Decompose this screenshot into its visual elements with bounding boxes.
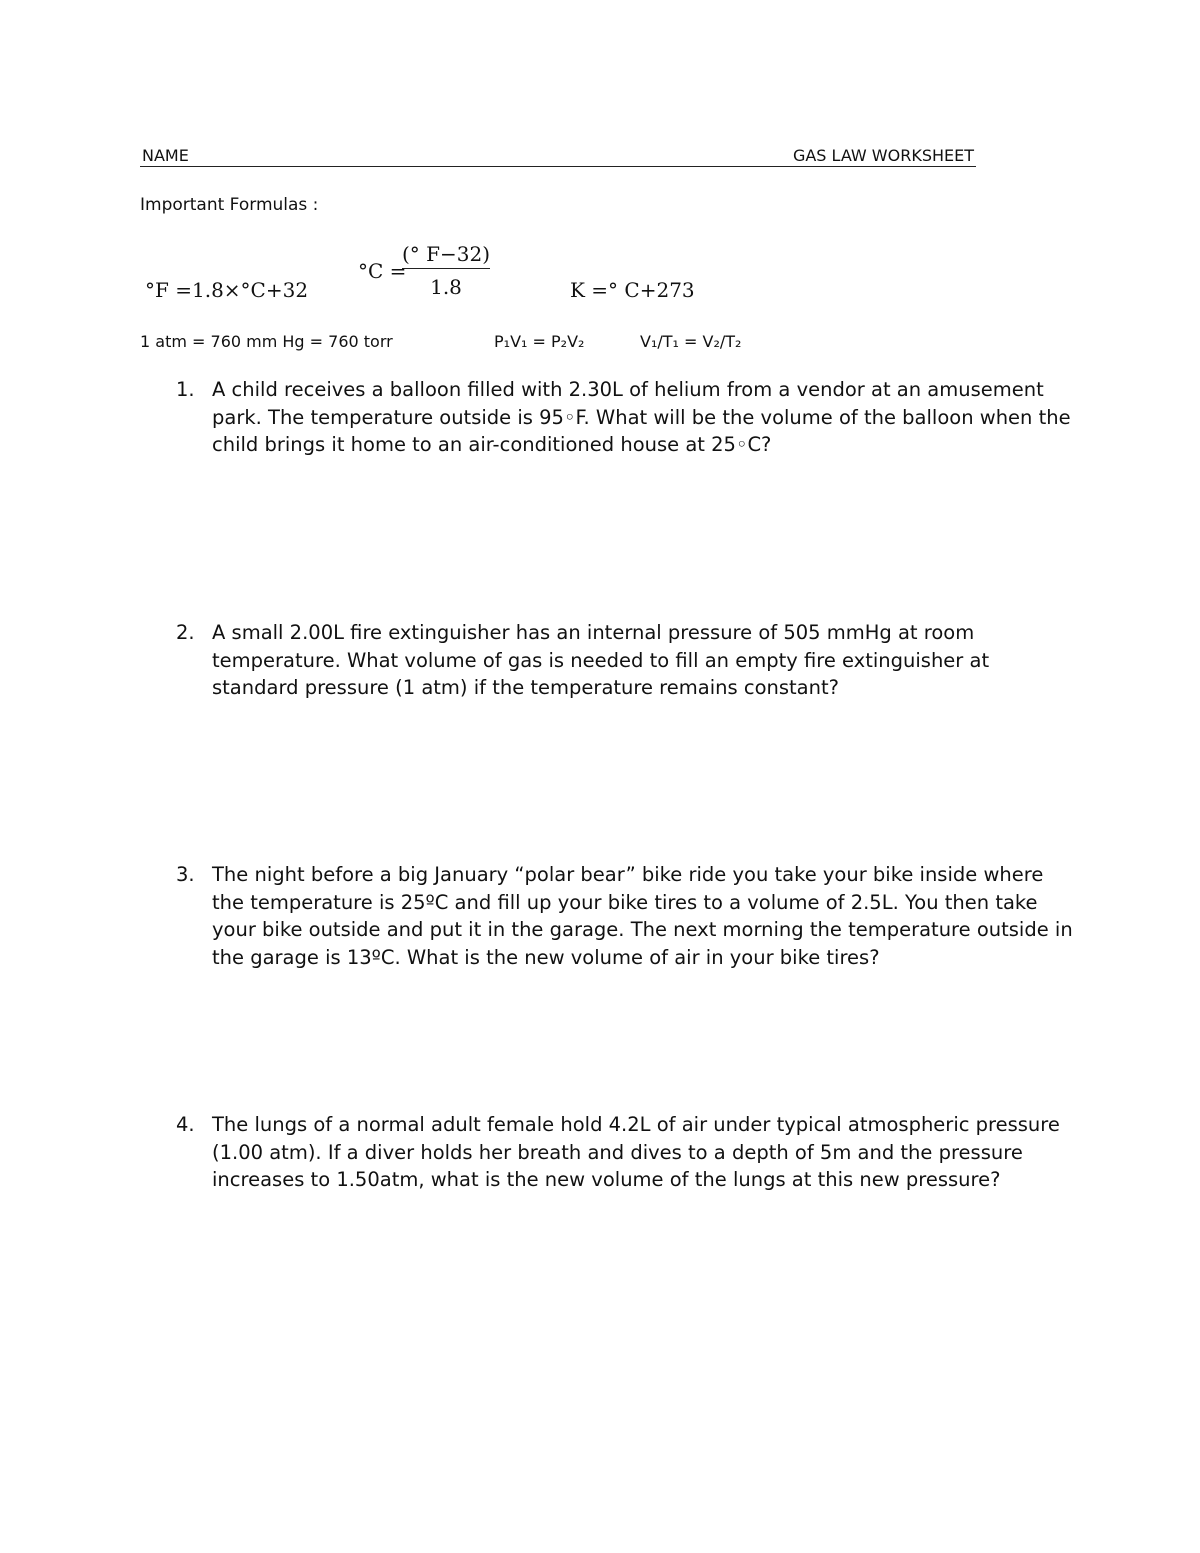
worksheet-title: GAS LAW WORKSHEET (792, 146, 974, 165)
boyles-law: P₁V₁ = P₂V₂ (494, 332, 585, 351)
kelvin-formula: K =° C+273 (570, 278, 695, 302)
formulas-label: Important Formulas : (140, 195, 319, 215)
header-line (140, 146, 976, 167)
question-text: The lungs of a normal adult female hold 4.2L of air under typical atmospheric pressure (1.00 atm). If a diver holds her breath and dives to a depth of 5m and the pressure increases to 1.50atm, what is the new volume of the lungs at this new pressure? (212, 1113, 1060, 1191)
pressure-equivalence: 1 atm = 760 mm Hg = 760 torr (140, 332, 393, 351)
celsius-formula-numerator: (° F−32) (402, 242, 490, 269)
question-text: A child receives a balloon filled with 2.30L of helium from a vendor at an amusement park. The temperature outside is 95◦F. What will be the volume of the balloon when the child brings it home to an air-conditioned house at 25◦C? (212, 378, 1071, 456)
celsius-formula-lhs: °C = (358, 259, 407, 283)
charles-law: V₁/T₁ = V₂/T₂ (640, 332, 742, 351)
question-text: The night before a big January “polar bear” bike ride you take your bike inside where the temperature is 25ºC and fill up your bike tires to a volume of 2.5L. You then take your bike outside and put it in the garage. The next morning the temperature outside in the garage is 13ºC. What is the new volume of air in your bike tires? (212, 863, 1073, 969)
fahrenheit-formula: °F =1.8×°C+32 (145, 278, 309, 302)
question-2 (176, 619, 1076, 702)
question-text: A small 2.00L fire extinguisher has an internal pressure of 505 mmHg at room temperature. What volume of gas is needed to fill an empty fire extinguisher at standard pressure (1 atm) if the temperature remains constant? (212, 621, 990, 699)
question-4 (176, 1111, 1076, 1194)
celsius-formula-denominator: 1.8 (430, 275, 462, 299)
question-number: 2. (176, 621, 195, 644)
question-number: 4. (176, 1113, 195, 1136)
question-number: 1. (176, 378, 195, 401)
question-number: 3. (176, 863, 195, 886)
question-1 (176, 376, 1076, 459)
question-3 (176, 861, 1076, 971)
name-label: NAME (142, 146, 189, 165)
celsius-formula-fraction (402, 242, 490, 299)
